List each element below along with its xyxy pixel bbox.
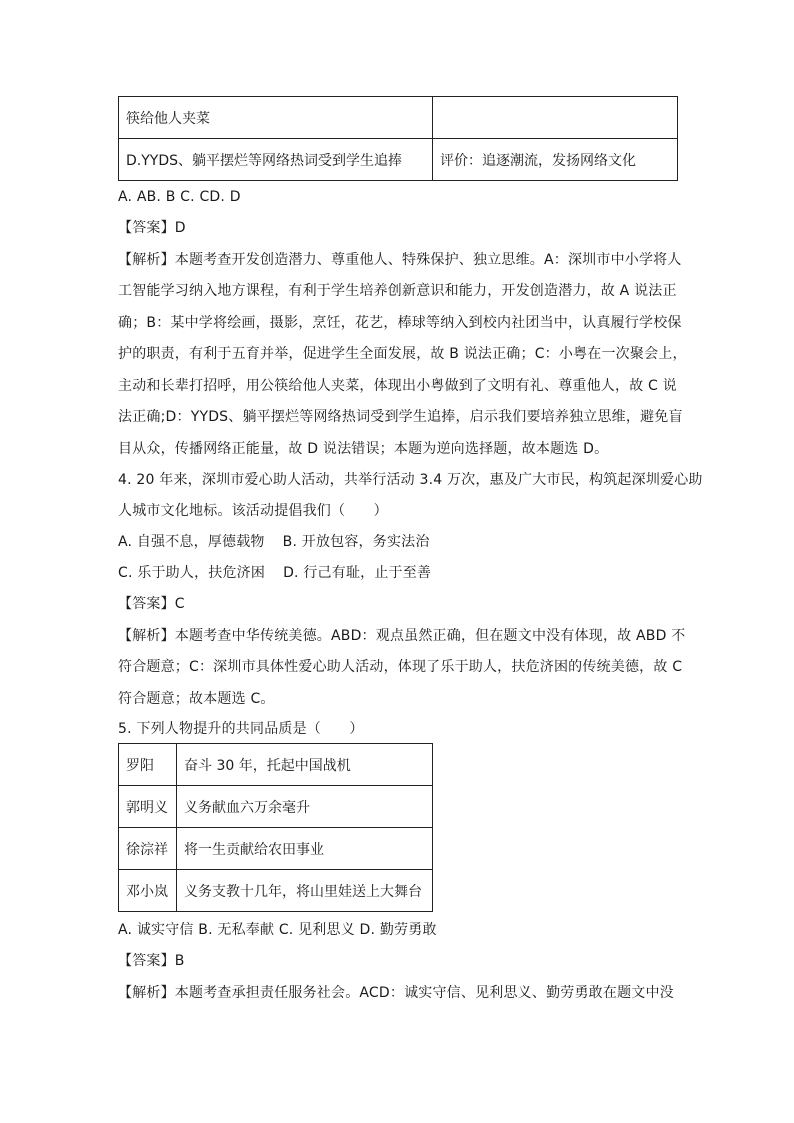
- q3-analysis-line: 主动和长辈打招呼，用公筷给他人夹菜，体现出小粤做到了文明有礼、尊重他人，故 C 说: [118, 378, 677, 394]
- q4-option-a: A. 自强不息，厚德载物: [118, 534, 265, 550]
- q4-options-row: [118, 532, 430, 552]
- person-name: 邓小岚: [119, 870, 177, 912]
- q3-options: A. AB. B C. CD. D: [118, 189, 241, 205]
- q3-analysis-line: 工智能学习纳入地方课程，有利于学生培养创新意识和能力，开发创造潜力，故 A 说法正: [118, 283, 677, 299]
- q3-analysis-line: 目从众，传播网络正能量，故 D 说法错误；本题为逆向选择题，故本题选 D。: [118, 441, 609, 457]
- q5-options: A. 诚实守信 B. 无私奉献 C. 见利思义 D. 勤劳勇敢: [118, 922, 437, 938]
- q3-analysis-line: 护的职责，有利于五育并举，促进学生全面发展，故 B 说法正确；C：小粤在一次聚会上，: [118, 346, 687, 362]
- q3-analysis-line: 【解析】本题考查开发创造潜力、尊重他人、特殊保护、独立思维。A：深圳市中小学将人: [118, 252, 682, 268]
- table-row: [119, 139, 678, 181]
- q3-analysis-line: 法正确;D：YYDS、躺平摆烂等网络热词受到学生追捧，启示我们要培养独立思维，避免盲: [118, 409, 683, 425]
- person-deed: 义务支教十几年，将山里娃送上大舞台: [177, 870, 433, 912]
- person-name: 郭明义: [119, 786, 177, 828]
- table-row: [119, 786, 433, 828]
- person-deed: 义务献血六万余毫升: [177, 786, 433, 828]
- person-name: 罗阳: [119, 744, 177, 786]
- table-cell: [433, 97, 678, 139]
- table-cell: 筷给他人夹菜: [119, 97, 433, 139]
- q4-analysis-line: 符合题意；C：深圳市具体性爱心助人活动，体现了乐于助人，扶危济困的传统美德，故 C: [118, 659, 683, 675]
- q4-answer: 【答案】C: [118, 596, 185, 612]
- person-deed: 将一生贡献给农田事业: [177, 828, 433, 870]
- q3-answer: 【答案】D: [118, 220, 186, 236]
- table-row: [119, 97, 678, 139]
- q5-analysis-line: 【解析】本题考查承担责任服务社会。ACD：诚实守信、见利思义、勤劳勇敢在题文中没: [118, 985, 674, 1001]
- people-table: [118, 743, 433, 912]
- table-cell: D.YYDS、躺平摆烂等网络热词受到学生追捧: [119, 139, 433, 181]
- table-cell: 评价：追逐潮流，发扬网络文化: [433, 139, 678, 181]
- person-deed: 奋斗 30 年，托起中国战机: [177, 744, 433, 786]
- q4-option-d: D. 行己有耻，止于至善: [283, 565, 432, 581]
- table-row: [119, 870, 433, 912]
- q4-stem-line: 人城市文化地标。该活动提倡我们（ ）: [118, 503, 388, 519]
- q4-option-c: C. 乐于助人，扶危济困: [118, 565, 266, 581]
- q5-answer: 【答案】B: [118, 953, 185, 969]
- person-name: 徐淙祥: [119, 828, 177, 870]
- table-row: [119, 744, 433, 786]
- q4-option-b: B. 开放包容，务实法治: [282, 534, 430, 550]
- q4-analysis-line: 符合题意；故本题选 C。: [118, 691, 275, 707]
- evaluation-table: [118, 96, 678, 181]
- table-row: [119, 828, 433, 870]
- q4-stem-line: 4. 20 年来，深圳市爱心助人活动，共举行活动 3.4 万次，惠及广大市民，构筑起深圳爱心助: [118, 472, 703, 488]
- q4-analysis-line: 【解析】本题考查中华传统美德。ABD：观点虽然正确，但在题文中没有体现，故 ABD 不: [118, 628, 686, 644]
- q3-analysis-line: 确；B：某中学将绘画，摄影，烹饪，花艺，棒球等纳入到校内社团当中，认真履行学校保: [118, 315, 682, 331]
- q4-options-row: [118, 563, 431, 583]
- q5-stem: 5. 下列人物提升的共同品质是（ ）: [118, 721, 364, 737]
